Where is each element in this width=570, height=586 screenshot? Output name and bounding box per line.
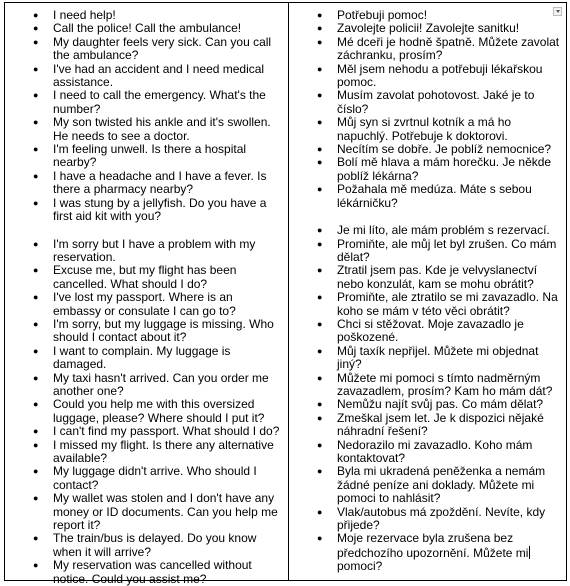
list-item: ● Necítím se dobře. Je poblíž nemocnice? <box>295 143 560 156</box>
list-item: ● Požahala mě medúza. Máte s sebou lékárničku? <box>295 183 560 210</box>
list-item: ● I'm sorry but I have a problem with my reservation. <box>11 238 282 265</box>
list-item: ● Zmeškal jsem let. Je k dispozici nějaké náhradní řešení? <box>295 412 560 439</box>
list-item: ● My wallet was stolen and I don't have any money or ID documents. Can you help me report it? <box>11 492 282 532</box>
list-item: ● I have a headache and I have a fever. Is there a pharmacy nearby? <box>11 170 282 197</box>
czech-travel-problems-list <box>295 224 560 574</box>
list-item: ● I'm feeling unwell. Is there a hospital nearby? <box>11 143 282 170</box>
list-item: ● I need to call the emergency. What's the number? <box>11 89 282 116</box>
list-item: ● Můj taxík nepřijel. Můžete mi objednat jiný? <box>295 345 560 372</box>
list-item: ● I can't find my passport. What should I do? <box>11 425 282 438</box>
list-item: ● My taxi hasn't arrived. Can you order me another one? <box>11 372 282 399</box>
list-item: ● Mé dceři je hodně špatně. Můžete zavolat záchranku, prosím? <box>295 36 560 63</box>
list-item: ● My luggage didn't arrive. Who should I contact? <box>11 465 282 492</box>
list-item: ● Nedorazilo mi zavazadlo. Koho mám kontaktovat? <box>295 439 560 466</box>
czech-column[interactable] <box>289 3 566 580</box>
czech-emergency-list <box>295 9 560 210</box>
list-item: ● Vlak/autobus má zpoždění. Nevíte, kdy přijede? <box>295 506 560 533</box>
list-item: ● I want to complain. My luggage is damaged. <box>11 345 282 372</box>
text-cursor <box>529 546 530 559</box>
list-item: ● Promiňte, ale ztratilo se mi zavazadlo. Na koho se mám v této věci obrátit? <box>295 291 560 318</box>
list-item: ● Je mi líto, ale mám problém s rezervací. <box>295 224 560 237</box>
list-item: ● Můj syn si zvrtnul kotník a má ho napuchlý. Potřebuje k doktorovi. <box>295 116 560 143</box>
list-item: ● Musím zavolat pohotovost. Jaké je to číslo? <box>295 89 560 116</box>
list-item: ● Byla mi ukradená peněženka a nemám žádné peníze ani doklady. Můžete mi pomoci to nahlásit? <box>295 465 560 505</box>
list-item: ● Call the police! Call the ambulance! <box>11 22 282 35</box>
list-item: ● My reservation was cancelled without notice. Could you assist me? <box>11 559 282 586</box>
english-emergency-list <box>11 9 282 224</box>
list-item: ● Ztratil jsem pas. Kde je velvyslanectví nebo konzulát, kam se mohu obrátit? <box>295 264 560 291</box>
list-item: ● Moje rezervace byla zrušena bez předchozího upozornění. Můžete mi pomoci? <box>295 532 560 573</box>
list-item: ● My daughter feels very sick. Can you call the ambulance? <box>11 36 282 63</box>
list-item: ● Bolí mě hlava a mám horečku. Je někde poblíž lékárna? <box>295 156 560 183</box>
list-item: ● Excuse me, but my flight has been cancelled. What should I do? <box>11 264 282 291</box>
list-item: ● Promiňte, ale můj let byl zrušen. Co mám dělat? <box>295 238 560 265</box>
list-item: ● I missed my flight. Is there any alternative available? <box>11 439 282 466</box>
list-item: ● Můžete mi pomoci s tímto nadměrným zavazadlem, prosím? Kam ho mám dát? <box>295 372 560 399</box>
list-item: ● I'm sorry, but my luggage is missing. Who should I contact about it? <box>11 318 282 345</box>
list-item: ● Měl jsem nehodu a potřebuji lékařskou pomoc. <box>295 63 560 90</box>
list-item: ● I've lost my passport. Where is an embassy or consulate I can go to? <box>11 291 282 318</box>
list-item: ● I need help! <box>11 9 282 22</box>
list-item: ● The train/bus is delayed. Do you know when it will arrive? <box>11 532 282 559</box>
list-item: ● Potřebuji pomoc! <box>295 9 560 22</box>
english-travel-problems-list <box>11 238 282 586</box>
list-item: ● I was stung by a jellyfish. Do you have a first aid kit with you? <box>11 197 282 224</box>
list-item: ● Nemůžu najít svůj pas. Co mám dělat? <box>295 398 560 411</box>
list-item: ● Zavolejte policii! Zavolejte sanitku! <box>295 22 560 35</box>
list-item: ● I've had an accident and I need medical assistance. <box>11 63 282 90</box>
list-item: ● Could you help me with this oversized luggage, please? Where should I put it? <box>11 398 282 425</box>
english-column[interactable] <box>5 3 289 580</box>
list-item: ● Chci si stěžovat. Moje zavazadlo je poškozené. <box>295 318 560 345</box>
phrase-table <box>4 2 567 581</box>
list-item: ● My son twisted his ankle and it's swollen. He needs to see a doctor. <box>11 116 282 143</box>
